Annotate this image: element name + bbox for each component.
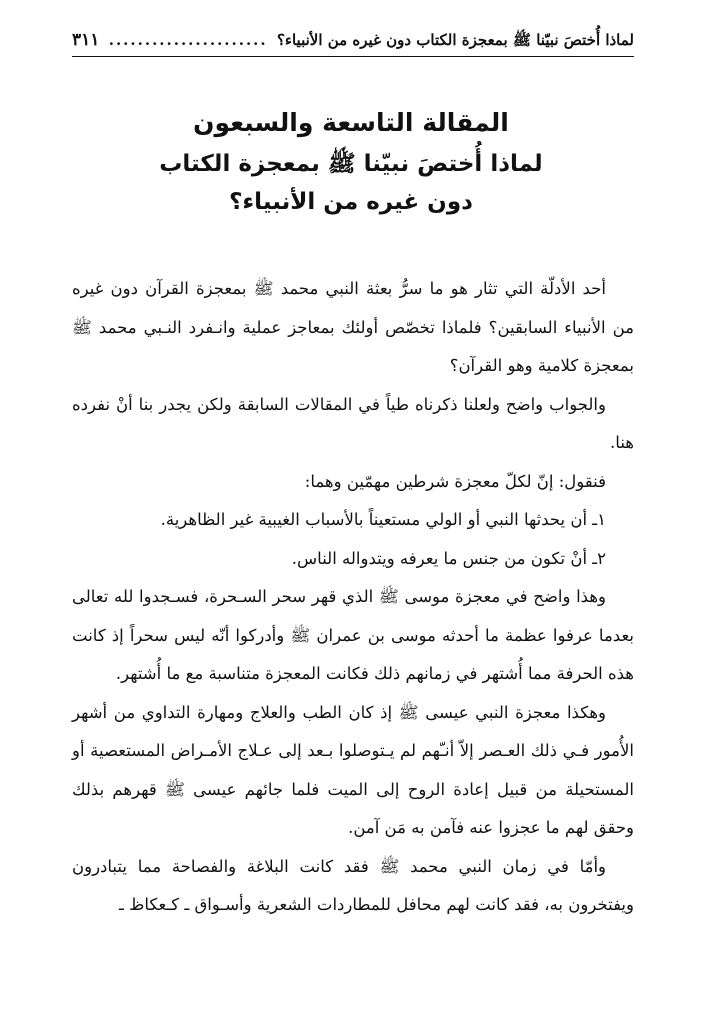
article-subtitle-line2: دون غيره من الأنبياء؟ [229, 189, 473, 215]
article-subtitle-line1: لماذا أُختصَ نبيّنا ﷺ بمعجزة الكتاب [159, 151, 543, 177]
paragraph-moses: وهذا واضح في معجزة موسى ﷺ الذي قهر سحر السـحرة، فسـجدوا لله تعالى بعدما عرفوا عظمة ما أحدثه موسى بن عمران ﷺ وأدركوا أنّه ليس سحراً إذ كانت هذه الحرفة مما أُشتهر في زمانهم ذلك فكانت المعجزة متناسبة مع ما أُشتهر. [72, 587, 634, 683]
article-heading [60, 108, 642, 221]
paragraph-muhammad: وأمّا في زمان النبي محمد ﷺ فقد كانت البلاغة والفصاحة مما يتبادرون ويفتخرون به، فقد كانت لهم محافل للمطاردات الشعرية وأسـواق ـ كـعكاظ ـ [72, 856, 634, 914]
article-body [72, 270, 634, 925]
running-header [72, 30, 634, 53]
paragraph-jesus: وهكذا معجزة النبي عيسى ﷺ إذ كان الطب والعلاج ومهارة التداوي من أشهر الأُمور فـي ذلك العـصر إلاّ أنـّهم لم يـتوصلوا بـعد إلى عـلاج الأمـراض المستعصية أو المستحيلة من قبيل إعادة الروح إلى الميت فلما جائهم عيسى ﷺ قهرهم بذلك وحقق لهم ما عجزوا عنه فآمن به مَن آمن. [72, 702, 634, 837]
page-number: ٣١١ [72, 30, 100, 50]
article-main-title: المقالة التاسعة والسبعون [193, 108, 509, 137]
running-title: لماذا أُختصَ نبيّنا ﷺ بمعجزة الكتاب دون غيره من الأنبياء؟ [276, 31, 634, 49]
leader-dots: ...................... [108, 31, 268, 49]
paragraph-conditions-intro: فنقول: إنّ لكلّ معجزة شرطين مهمّين وهما: [304, 471, 606, 491]
list-item-condition-1: ١ـ أن يحدثها النبي أو الولي مستعيناً بالأسباب الغيبية غير الظاهرية. [160, 510, 606, 529]
list-item-condition-2: ٢ـ أنْ تكون من جنس ما يعرفه ويتدواله الناس. [291, 548, 606, 568]
paragraph-answer: والجواب واضح ولعلنا ذكرناه طياً في المقالات السابقة ولكن يجدر بنا أنْ نفرده هنا. [72, 394, 634, 452]
header-rule [72, 56, 634, 57]
paragraph-question: أحد الأدلّة التي تثار هو ما سرُّ بعثة النبي محمد ﷺ بمعجزة القرآن دون غيره من الأنبياء السابقين؟ فلماذا تخصّص أولئك بمعاجز عملية وانـفرد النـبي محمد ﷺ بمعجزة كلامية وهو القرآن؟ [72, 279, 634, 375]
